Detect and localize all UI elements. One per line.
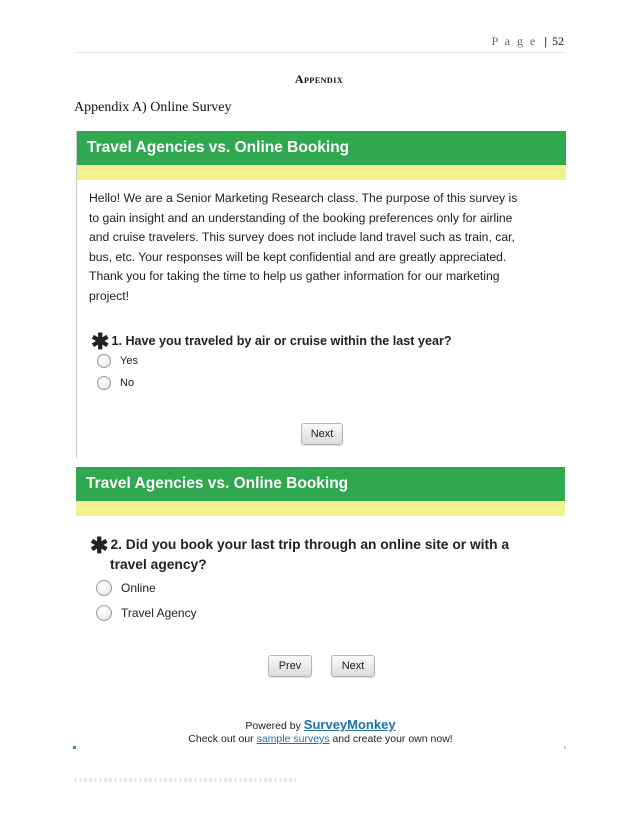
intro-line: to gain insight and an understanding of the booking preferences only for airline — [89, 210, 513, 225]
survey-intro — [89, 189, 563, 307]
radio-button-icon[interactable] — [97, 376, 111, 390]
radio-button-icon[interactable] — [96, 580, 112, 596]
survey-banner-title: Travel Agencies vs. Online Booking — [77, 131, 566, 165]
option-label: Yes — [120, 355, 138, 367]
survey-yellow-bar — [76, 501, 565, 516]
option-online[interactable] — [96, 580, 156, 596]
question-1 — [91, 329, 452, 355]
radio-button-icon[interactable] — [96, 605, 112, 621]
question-2-text-line-2: travel agency? — [110, 557, 207, 572]
option-label: Online — [121, 581, 156, 595]
powered-by — [76, 719, 565, 745]
surveymonkey-link[interactable]: SurveyMonkey — [303, 717, 396, 732]
survey-page-1 — [76, 131, 566, 458]
powered-by-prefix: Powered by — [245, 720, 304, 732]
question-2 — [90, 535, 550, 574]
intro-line: bus, etc. Your responses will be kept confidential and are greatly appreciated. — [89, 249, 507, 264]
page-number — [491, 34, 564, 49]
survey-page-2 — [76, 467, 565, 747]
question-2-text-line-1: 2. Did you book your last trip through an online site or with a — [110, 537, 510, 552]
intro-line: and cruise travelers. This survey does not include land travel such as train, car, — [89, 230, 515, 245]
option-label: Travel Agency — [121, 606, 197, 620]
next-button[interactable]: Next — [331, 655, 375, 677]
sample-surveys-link[interactable]: sample surveys — [256, 733, 330, 745]
page-label: P a g e — [491, 34, 538, 48]
prev-button[interactable]: Prev — [268, 655, 312, 677]
intro-line: Thank you for taking the time to help us gather information for our marketing — [89, 269, 500, 284]
option-yes[interactable] — [97, 354, 138, 368]
intro-line: Hello! We are a Senior Marketing Research class. The purpose of this survey is — [89, 191, 518, 205]
appendix-title: Appendix — [294, 72, 344, 86]
option-travel-agency[interactable] — [96, 605, 197, 621]
radio-button-icon[interactable] — [97, 354, 111, 368]
header-rule — [74, 52, 564, 53]
footer-marker — [73, 746, 76, 749]
page-separator: | — [544, 34, 547, 48]
survey-yellow-bar — [77, 165, 566, 180]
required-asterisk-icon: ✱ — [90, 533, 109, 558]
required-asterisk-icon: ✱ — [91, 329, 110, 354]
page-number-value: 52 — [552, 34, 564, 48]
footer-line — [74, 778, 296, 782]
option-no[interactable] — [97, 376, 134, 390]
option-label: No — [120, 377, 135, 389]
powered-by-text: and create your own now! — [329, 733, 453, 745]
survey-banner-title: Travel Agencies vs. Online Booking — [76, 467, 565, 501]
powered-by-text: Check out our — [188, 733, 257, 745]
footer-marker — [564, 746, 566, 749]
section-heading: Appendix A) Online Survey — [74, 100, 232, 115]
question-1-text: 1. Have you traveled by air or cruise within the last year? — [111, 334, 452, 348]
next-button[interactable]: Next — [301, 423, 343, 445]
intro-line: project! — [89, 288, 129, 303]
